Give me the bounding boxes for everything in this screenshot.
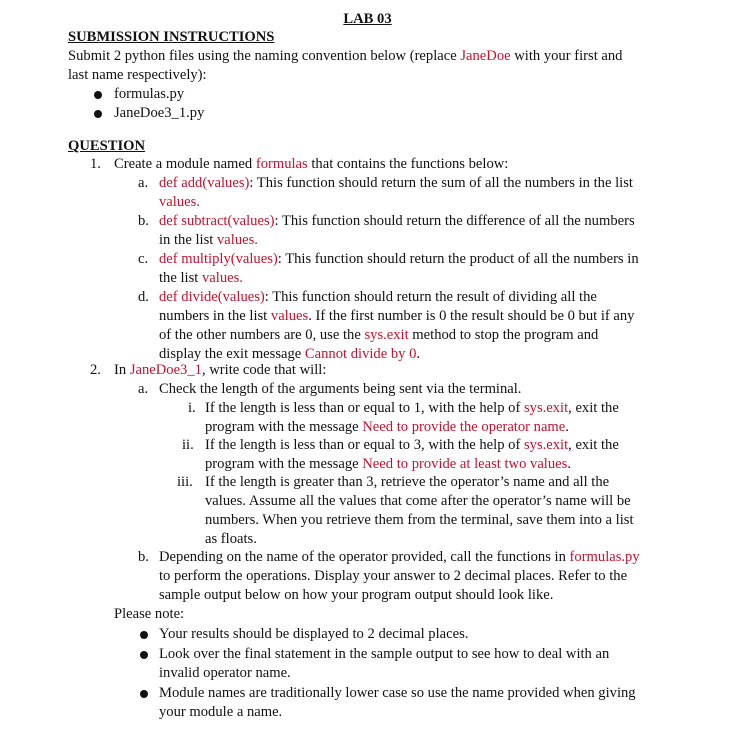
list-letter: b. [138, 549, 149, 565]
list-number: 1. [90, 156, 101, 172]
file-item: JaneDoe3_1.py [114, 105, 205, 121]
item-2a-iii-line-3: numbers. When you retrieve them from the terminal, save them into a list [205, 512, 634, 528]
item-1d-line-3: of the other numbers are 0, use the sys.exit method to stop the program and [159, 327, 599, 343]
item-2b-line-1: Depending on the name of the operator provided, call the functions in formulas.py [159, 549, 640, 565]
item-2b-line-3: sample output below on how your program output should look like. [159, 587, 554, 603]
item-2a-ii-line-2: program with the message Need to provide at least two values. [205, 456, 571, 472]
note-item-3-line-1: Module names are traditionally lower case so use the name provided when giving [159, 685, 636, 701]
item-2a-text: Check the length of the arguments being sent via the terminal. [159, 381, 522, 397]
question-2-text: In JaneDoe3_1, write code that will: [114, 362, 327, 378]
item-1d-line-1: def divide(values): This function should return the result of dividing all the [159, 289, 597, 305]
placeholder-name: JaneDoe [460, 48, 511, 64]
item-1c-line-1: def multiply(values): This function should return the product of all the numbers in [159, 251, 639, 267]
bullet-icon [94, 91, 102, 99]
roman-numeral: iii. [177, 474, 193, 490]
roman-numeral: i. [188, 400, 196, 416]
item-1a-line-2: values. [159, 194, 200, 210]
submission-intro-line-1: Submit 2 python files using the naming convention below (replace JaneDoe with your first and [68, 48, 623, 64]
roman-numeral: ii. [182, 437, 194, 453]
item-2b-line-2: to perform the operations. Display your answer to 2 decimal places. Refer to the [159, 568, 628, 584]
list-letter: a. [138, 175, 149, 191]
item-1c-line-2: the list values. [159, 270, 243, 286]
bullet-icon [140, 631, 148, 639]
item-2a-iii-line-1: If the length is greater than 3, retrieve the operator’s name and all the [205, 474, 610, 490]
item-2a-i-line-2: program with the message Need to provide the operator name. [205, 419, 569, 435]
item-2a-i-line-1: If the length is less than or equal to 1, with the help of sys.exit, exit the [205, 400, 619, 416]
item-1b-line-2: in the list values. [159, 232, 258, 248]
note-item-1: Your results should be displayed to 2 decimal places. [159, 626, 469, 642]
item-1a-line-1: def add(values): This function should return the sum of all the numbers in the list [159, 175, 633, 191]
question-1-text: Create a module named formulas that contains the functions below: [114, 156, 509, 172]
file-item: formulas.py [114, 86, 185, 102]
note-heading: Please note: [114, 606, 185, 622]
note-item-3-line-2: your module a name. [159, 704, 283, 720]
list-number: 2. [90, 362, 101, 378]
bullet-icon [140, 651, 148, 659]
question-heading: QUESTION [68, 138, 146, 154]
item-1b-line-1: def subtract(values): This function should return the difference of all the numbers [159, 213, 635, 229]
page-title: LAB 03 [343, 11, 392, 27]
list-letter: b. [138, 213, 149, 229]
submission-intro-line-2: last name respectively): [68, 67, 207, 83]
item-1d-line-4: display the exit message Cannot divide by 0. [159, 346, 421, 362]
submission-heading: SUBMISSION INSTRUCTIONS [68, 29, 275, 45]
list-letter: a. [138, 381, 149, 397]
bullet-icon [140, 690, 148, 698]
item-2a-iii-line-2: values. Assume all the values that come after the operator’s name will be [205, 493, 631, 509]
list-letter: d. [138, 289, 149, 305]
note-item-2-line-1: Look over the final statement in the sample output to see how to deal with an [159, 646, 610, 662]
item-2a-ii-line-1: If the length is less than or equal to 3, with the help of sys.exit, exit the [205, 437, 619, 453]
list-letter: c. [138, 251, 149, 267]
item-2a-iii-line-4: as floats. [205, 531, 257, 547]
note-item-2-line-2: invalid operator name. [159, 665, 291, 681]
bullet-icon [94, 110, 102, 118]
item-1d-line-2: numbers in the list values. If the first number is 0 the result should be 0 but if any [159, 308, 635, 324]
